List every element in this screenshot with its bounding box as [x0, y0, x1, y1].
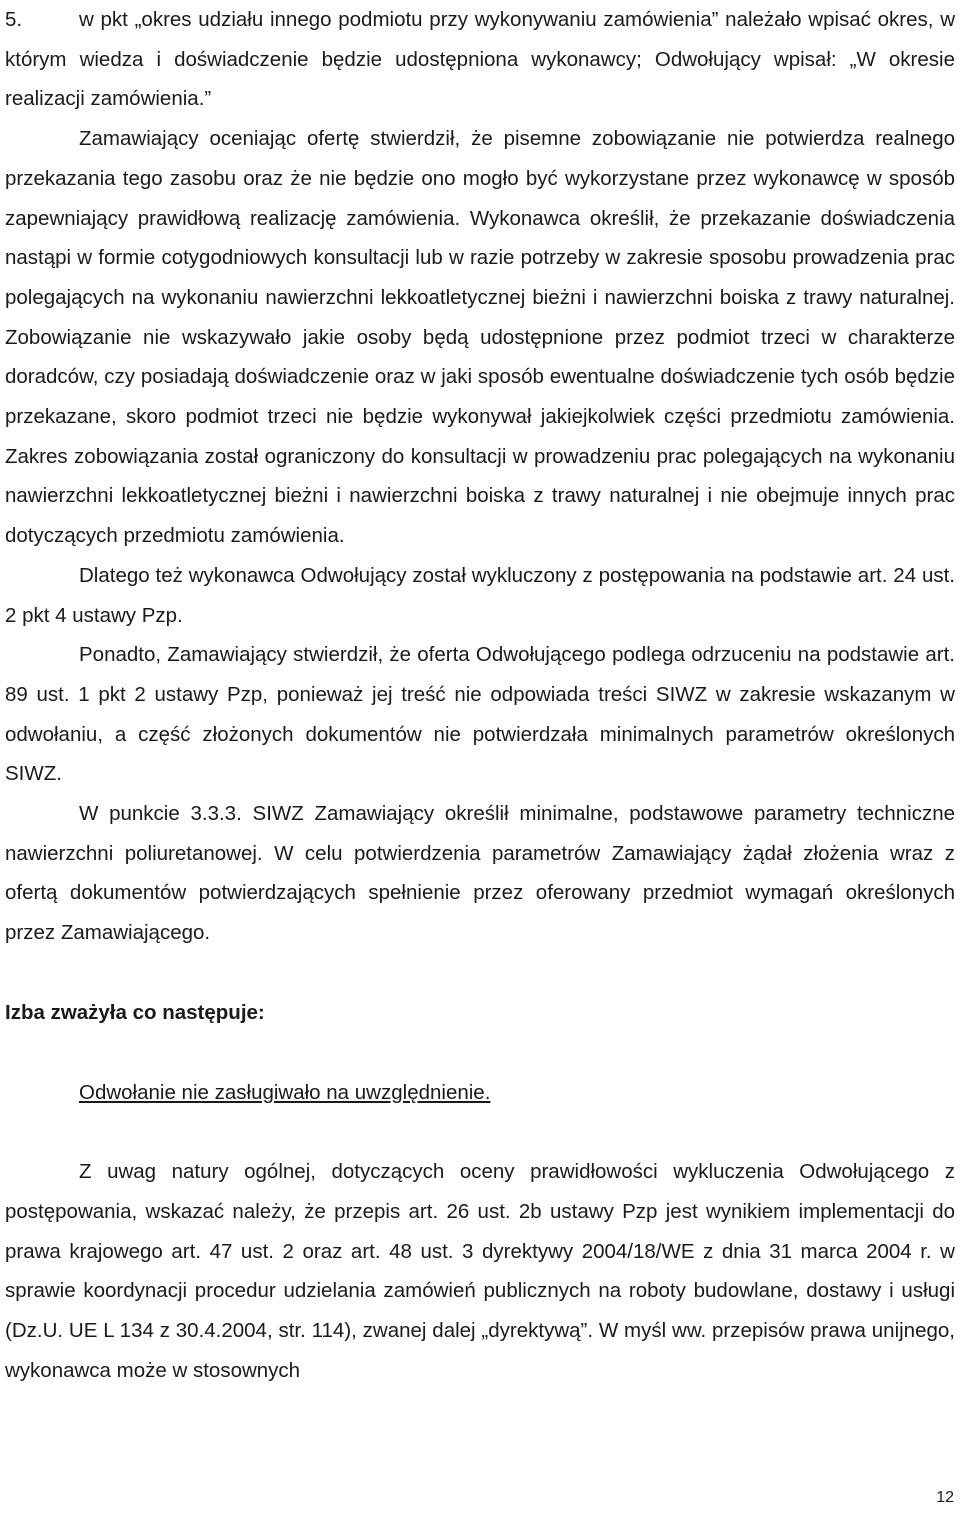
paragraph-exclusion: Dlatego też wykonawca Odwołujący został wykluczony z postępowania na podstawie art. 24 ust. 2 pkt 4 ustawy Pzp. [5, 563, 955, 627]
verdict-text: Odwołanie nie zasługiwało na uwzględnienie. [79, 1080, 491, 1104]
item-number: 5. [5, 8, 23, 31]
section-heading: Izba zważyła co następuje: [5, 1000, 265, 1024]
paragraph-item-5 [5, 0, 955, 119]
paragraph-text: w pkt „okres udziału innego podmiotu przy wykonywaniu zamówienia” należało wpisać okres, w którym wiedza i doświadczenie będzie udostępniona wykonawcy; Odwołujący wpisał: „W okresie realizacji zamówienia.” [5, 8, 955, 111]
page-number: 12 [936, 1489, 954, 1506]
paragraph-general-remarks: Z uwag natury ogólnej, dotyczących oceny prawidłowości wykluczenia Odwołującego z postępowania, wskazać należy, że przepis art. 26 ust. 2b ustawy Pzp jest wynikiem implementacji do prawa krajowego art. 47 ust. 2 oraz art. 48 ust. 3 dyrektywy 2004/18/WE z dnia 31 marca 2004 r. w sprawie koordynacji procedur udzielania zamówień publicznych na roboty budowlane, dostawy i usługi (Dz.U. UE L 134 z 30.4.2004, str. 114), zwanej dalej „dyrektywą”. W myśl ww. przepisów prawa unijnego, wykonawca może w stosownych [5, 1160, 955, 1382]
paragraph-rejection: Ponadto, Zamawiający stwierdził, że oferta Odwołującego podlega odrzuceniu na podstawie art. 89 ust. 1 pkt 2 ustawy Pzp, ponieważ jej treść nie odpowiada treści SIWZ w zakresie wskazanym w odwołaniu, a część złożonych dokumentów nie potwierdzała minimalnych parametrów określonych SIWZ. [5, 643, 955, 786]
document-page [5, 0, 955, 1391]
paragraph-assessment: Zamawiający oceniając ofertę stwierdził, że pisemne zobowiązanie nie potwierdza realnego przekazania tego zasobu oraz że nie będzie ono mogło być wykorzystane przez wykonawcę w sposób zapewniający prawidłową realizację zamówienia. Wykonawca określił, że przekazanie doświadczenia nastąpi w formie cotygodniowych konsultacji lub w razie potrzeby w zakresie sposobu prowadzenia prac polegających na wykonaniu nawierzchni lekkoatletycznej bieżni i nawierzchni boiska z trawy naturalnej. Zobowiązanie nie wskazywało jakie osoby będą udostępnione przez podmiot trzeci w charakterze doradców, czy posiadają doświadczenie oraz w jaki sposób ewentualne doświadczenie tych osób będzie przekazane, skoro podmiot trzeci nie będzie wykonywał jakiejkolwiek części przedmiotu zamówienia. Zakres zobowiązania został ograniczony do konsultacji w prowadzeniu prac polegających na wykonaniu nawierzchni lekkoatletycznej bieżni i nawierzchni boiska z trawy naturalnej i nie obejmuje innych prac dotyczących przedmiotu zamówienia. [5, 127, 955, 548]
paragraph-technical-parameters: W punkcie 3.3.3. SIWZ Zamawiający określił minimalne, podstawowe parametry techniczne nawierzchni poliuretanowej. W celu potwierdzenia parametrów Zamawiający żądał złożenia wraz z ofertą dokumentów potwierdzających spełnienie przez oferowany przedmiot wymagań określonych przez Zamawiającego. [5, 802, 955, 945]
